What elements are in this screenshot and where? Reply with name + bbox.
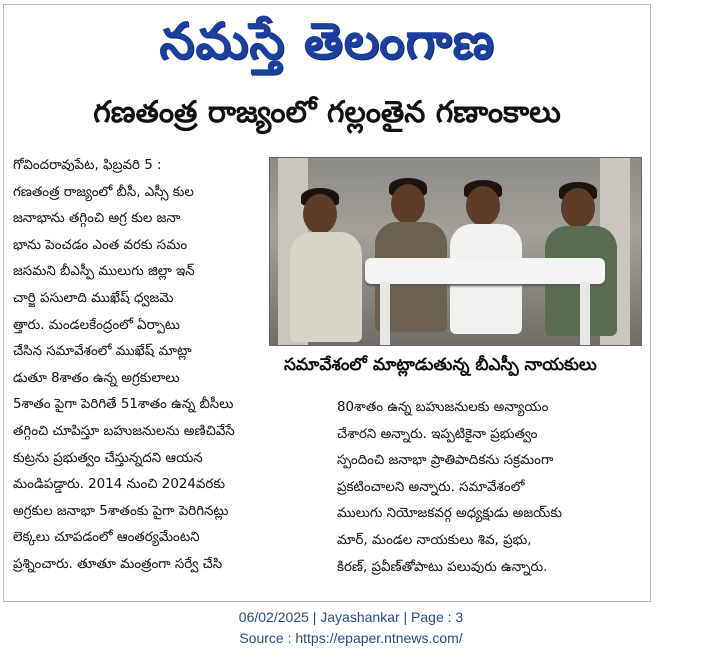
article-line: చార్జి పసులాది ముఖేష్ ధ్వజమె — [13, 290, 174, 306]
article-line: కిరణ్, ప్రవీణ్‌తోపాటు పలువురు ఉన్నారు. — [337, 559, 548, 575]
article-line: చేసిన సమావేశంలో ముఖేష్ మాట్లా — [13, 344, 192, 360]
footer-date-edition: 06/02/2025 | Jayashankar | Page : 3 — [238, 609, 464, 625]
article-line: మార్, మండల నాయకులు శివ, ప్రభు, — [337, 532, 532, 548]
article-line: తగ్గించి చూపిస్తూ బహుజనులను అణిచివేసే — [13, 423, 235, 439]
article-line: డుతూ 8శాతం ఉన్న అగ్రకులాలు — [13, 370, 180, 386]
article-line: కుట్రను ప్రభుత్వం చేస్తున్నదని ఆయన — [13, 450, 203, 466]
article-headline: గణతంత్ర రాజ్యంలో గల్లంతైన గణాంకాలు — [93, 95, 561, 130]
article-line: లెక్కలు చూపడంలో ఆంతర్యమేంటని — [13, 530, 200, 546]
article-line: చేశారని అన్నారు. ఇప్పటికైనా ప్రభుత్వం — [337, 426, 538, 442]
photo-caption: సమావేశంలో మాట్లాడుతున్న బీఎస్పీ నాయకులు — [284, 355, 597, 375]
article-line: 5శాతం పైగా పెరిగితే 51శాతం ఉన్న బీసీలు — [13, 397, 234, 413]
footer-source: Source : https://epaper.ntnews.com/ — [239, 630, 463, 646]
article-line: త్తారు. మండలకేంద్రంలో ఏర్పాటు — [13, 317, 180, 333]
article-column-1 — [13, 153, 261, 579]
article-line: 80శాతం ఉన్న బహుజనులకు అన్యాయం — [337, 400, 549, 415]
plastic-table — [365, 258, 605, 284]
article-line: ములుగు నియోజకవర్గ అధ్యక్షుడు అజయ్‌కు — [337, 506, 563, 522]
article-column-2 — [337, 395, 635, 581]
news-photo — [269, 157, 642, 346]
newspaper-clipping — [3, 4, 651, 602]
article-line: అగ్రకుల జనాభా 5శాతంకు పైగా పెరిగినట్లు — [13, 503, 229, 519]
article-line: ప్రకటించాలని అన్నారు. సమావేశంలో — [337, 479, 525, 495]
article-line: గణతంత్ర రాజ్యంలో బీసీ, ఎస్సీ కుల — [13, 184, 194, 200]
article-line: భాను పెంచడం ఎంత వరకు సమం — [13, 237, 188, 253]
masthead-logo: నమస్తే తెలంగాణ — [159, 11, 495, 70]
article-line: జసమని బీఎస్పీ ములుగు జిల్లా ఇన్ — [13, 264, 195, 280]
article-line: మండిపడ్డారు. 2014 నుంచి 2024వరకు — [13, 477, 225, 493]
article-line: గోవిందరావుపేట, ఫిబ్రవరి 5 : — [13, 158, 162, 173]
article-line: ప్రశ్నించారు. తూతూ మంత్రంగా సర్వే చేసి — [13, 556, 223, 572]
article-line: స్పందించి జనాభా ప్రాతిపాదికను సక్రమంగా — [337, 453, 554, 469]
article-line: జనాభాను తగ్గించి అగ్ర కుల జనా — [13, 211, 181, 227]
